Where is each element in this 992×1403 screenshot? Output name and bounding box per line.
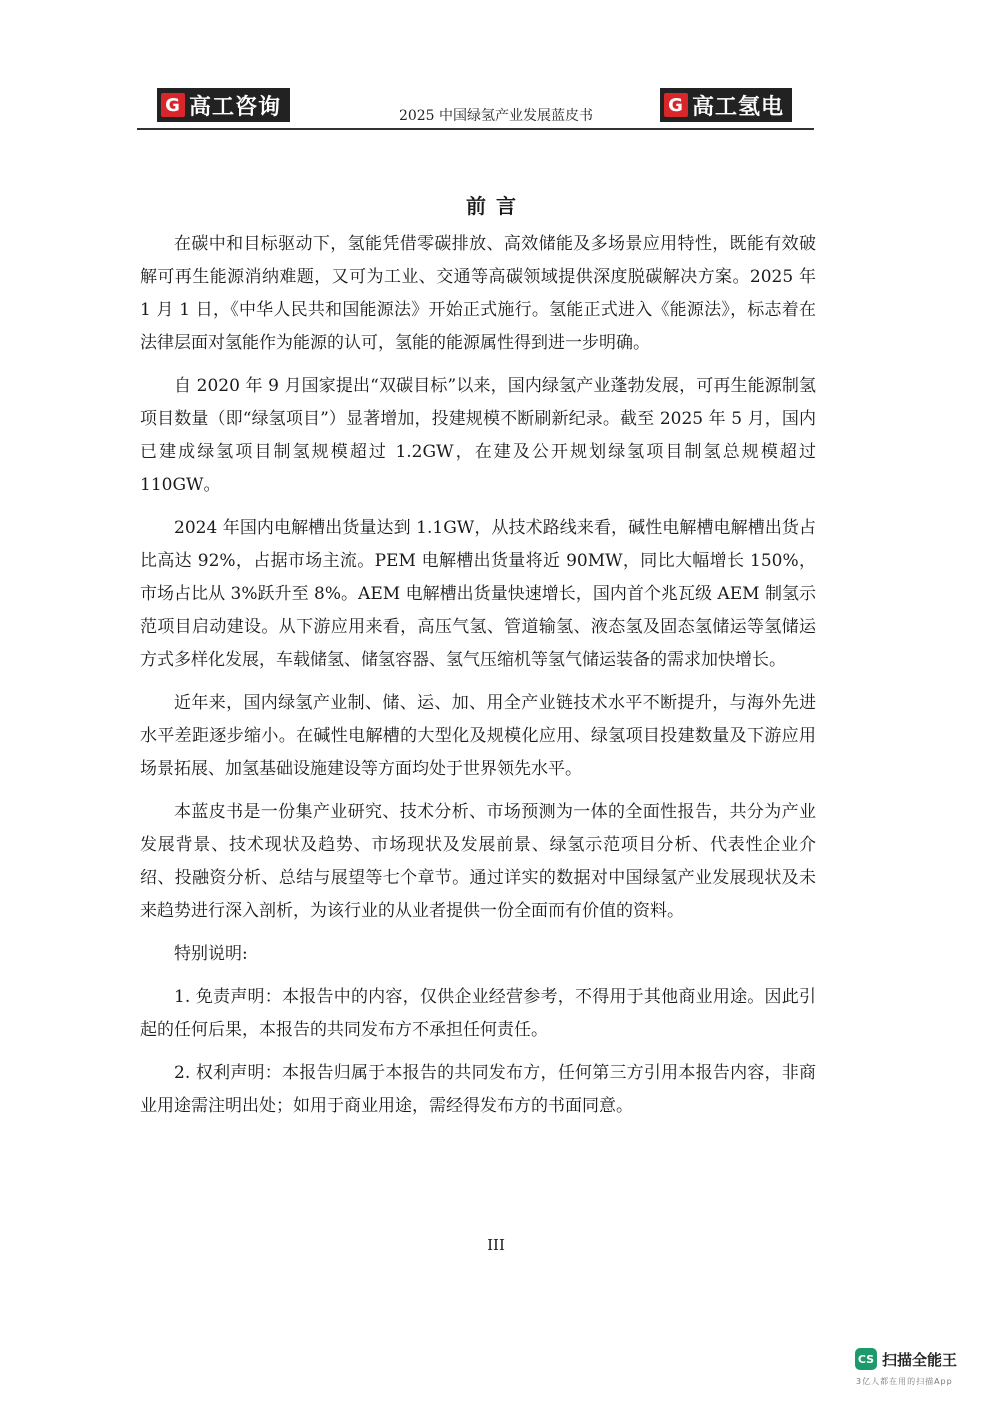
camscanner-name: 扫描全能王 [882,1350,958,1369]
document-header-title: 2025 中国绿氢产业发展蓝皮书 [398,108,594,124]
body-text [140,228,816,1133]
disclaimer-paragraph: 1. 免责声明：本报告中的内容，仅供企业经营参考，不得用于其他商业用途。因此引起的任何后果，本报告的共同发布方不承担任何责任。 [140,987,816,1040]
g-logo-icon: G [664,93,688,117]
section-heading: 前言 [466,194,526,218]
paragraph-4: 近年来，国内绿氢产业制、储、运、加、用全产业链技术水平不断提升，与海外先进水平差距逐步缩小。在碱性电解槽的大型化及规模化应用、绿氢项目投建数量及下游应用场景拓展、加氢基础设施建设等方面均处于世界领先水平。 [140,693,816,779]
logo-left-text: 高工咨询 [189,94,282,120]
paragraph-5: 本蓝皮书是一份集产业研究、技术分析、市场预测为一体的全面性报告，共分为产业发展背景、技术现状及趋势、市场现状及发展前景、绿氢示范项目分析、代表性企业介绍、投融资分析、总结与展望等七个章节。通过详实的数据对中国绿氢产业发展现状及未来趋势进行深入剖析，为该行业的从业者提供一份全面而有价值的资料。 [140,802,816,921]
camscanner-icon: CS [855,1348,877,1370]
paragraph-3: 2024 年国内电解槽出货量达到 1.1GW，从技术路线来看，碱性电解槽电解槽出货占比高达 92%，占据市场主流。PEM 电解槽出货量将近 90MW，同比大幅增长 150%，市场占比从 3%跃升至 8%。AEM 电解槽出货量快速增长，国内首个兆瓦级 AEM 制氢示范项目启动建设。从下游应用来看，高压气氢、管道输氢、液态氢及固态氢储运等氢储运方式多样化发展，车载储氢、储氢容器、氢气压缩机等氢气储运装备的需求加快增长。 [140,518,816,670]
gaogong-hydrogen-logo [660,88,792,122]
logo-right-text: 高工氢电 [692,94,785,120]
rights-paragraph: 2. 权利声明：本报告归属于本报告的共同发布方，任何第三方引用本报告内容，非商业用途需注明出处；如用于商业用途，需经得发布方的书面同意。 [140,1063,816,1116]
camscanner-watermark [855,1348,957,1370]
page-number: III [487,1236,505,1254]
special-notes-label: 特别说明: [174,944,248,964]
paragraph-1: 在碳中和目标驱动下，氢能凭借零碳排放、高效储能及多场景应用特性，既能有效破解可再生能源消纳难题，又可为工业、交通等高碳领域提供深度脱碳解决方案。2025 年 1 月 1 日，《中华人民共和国能源法》开始正式施行。氢能正式进入《能源法》，标志着在法律层面对氢能作为能源的认可，氢能的能源属性得到进一步明确。 [140,234,816,353]
paragraph-2: 自 2020 年 9 月国家提出“双碳目标”以来，国内绿氢产业蓬勃发展，可再生能源制氢项目数量（即“绿氢项目”）显著增加，投建规模不断刷新纪录。截至 2025 年 5 月，国内已建成绿氢项目制氢规模超过 1.2GW，在建及公开规划绿氢项目制氢总规模超过 110GW。 [140,376,816,495]
camscanner-tagline: 3亿人都在用的扫描App [856,1377,953,1386]
header-divider [137,128,814,130]
g-logo-icon: G [161,93,185,117]
